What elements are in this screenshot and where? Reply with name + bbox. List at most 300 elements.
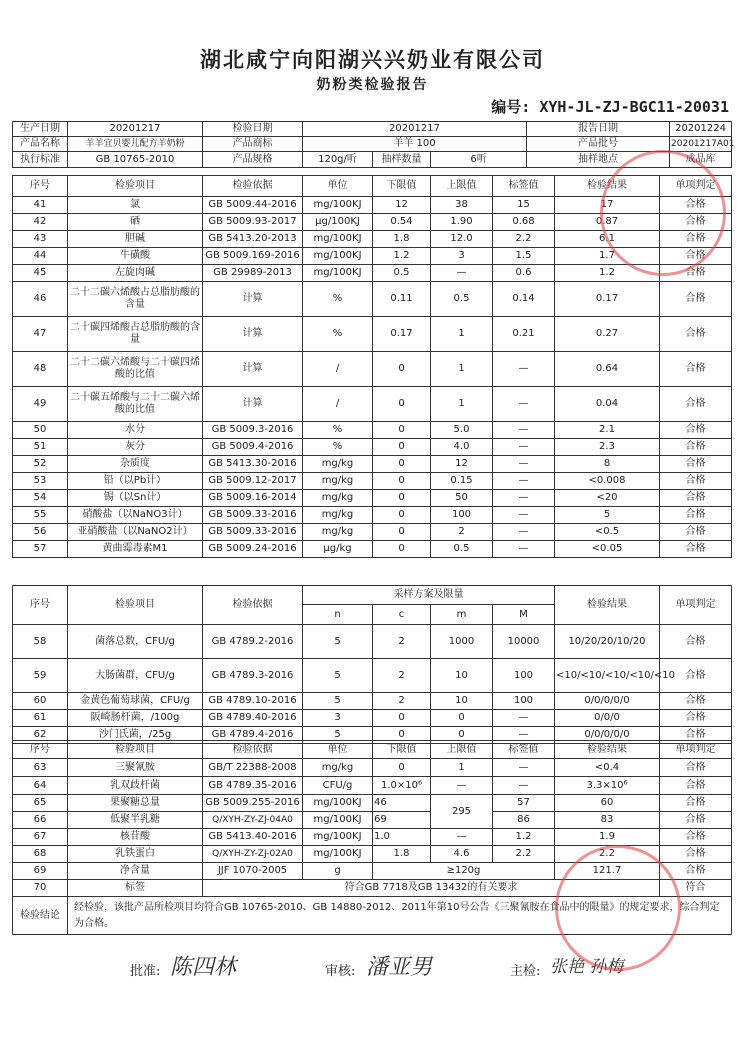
info-cell: 20201217A01 (670, 137, 732, 152)
col-header: 标签值 (493, 741, 555, 759)
cell: 2 (431, 524, 493, 541)
info-cell: 20201217 (68, 122, 203, 137)
cell: 1.7 (555, 248, 660, 265)
cell: GB 5413.40-2016 (203, 829, 303, 846)
col-header: 序号 (13, 176, 68, 197)
cell: 合格 (660, 387, 732, 422)
col-header: 单项判定 (660, 741, 732, 759)
cell: GB 5009.255-2016 (203, 795, 303, 812)
table-row (13, 317, 732, 352)
cell: 1000 (431, 625, 493, 659)
cell: 47 (13, 317, 68, 352)
cell: 低聚半乳糖 (68, 812, 203, 829)
cell: 计算 (203, 352, 303, 387)
cell: mg/kg (303, 456, 373, 473)
cell: — (493, 456, 555, 473)
cell: 42 (13, 214, 68, 231)
cell: 2.2 (555, 846, 660, 863)
cell: 1.8 (373, 231, 431, 248)
cell: 12 (431, 456, 493, 473)
table-row (13, 456, 732, 473)
cell: 乳双歧杆菌 (68, 777, 203, 795)
cell: 59 (13, 659, 68, 693)
info-cell: 成品库 (670, 152, 732, 168)
cell: mg/100KJ (303, 231, 373, 248)
cell: GB 4789.35-2016 (203, 777, 303, 795)
sub-header: M (493, 605, 555, 625)
table-row (13, 659, 732, 693)
cell: 0 (373, 490, 431, 507)
cell: % (303, 422, 373, 439)
table-row (13, 352, 732, 387)
cell: 0.54 (373, 214, 431, 231)
cell: — (431, 829, 493, 846)
cell: 1.0 (373, 829, 431, 846)
cell: <20 (555, 490, 660, 507)
cell: — (493, 710, 555, 727)
cell: 合格 (660, 625, 732, 659)
cell: 合格 (660, 829, 732, 846)
conclusion-label: 检验结论 (13, 897, 68, 935)
table-row (13, 795, 732, 812)
cell: 3 (303, 710, 373, 727)
cell: 标签 (68, 880, 203, 897)
cell: 0.6 (493, 265, 555, 282)
cell: 0.68 (493, 214, 555, 231)
cell: — (493, 490, 555, 507)
cell: 合格 (660, 439, 732, 456)
cell: 0/0/0/0/0 (555, 727, 660, 744)
cell: 杂质度 (68, 456, 203, 473)
cell: 1.2 (493, 829, 555, 846)
cell: 0 (373, 710, 431, 727)
cell: — (431, 777, 493, 795)
cell: 17 (555, 197, 660, 214)
cell: — (493, 422, 555, 439)
col-header: 检验结果 (555, 586, 660, 625)
cell: 阪崎肠杆菌，/100g (68, 710, 203, 727)
cell: 1.2 (555, 265, 660, 282)
cell: 5 (555, 507, 660, 524)
cell: 合格 (660, 248, 732, 265)
cell: GB 5009.44-2016 (203, 197, 303, 214)
cell: mg/100KJ (303, 795, 373, 812)
cell: 15 (493, 197, 555, 214)
cell: 2 (373, 693, 431, 710)
micro-table-body (13, 625, 732, 744)
col-header: 检验项目 (68, 741, 203, 759)
inspect-label: 主检: (510, 964, 541, 979)
cell: — (493, 439, 555, 456)
cell: 2.1 (555, 422, 660, 439)
cell: 38 (431, 197, 493, 214)
sub-header: c (373, 605, 431, 625)
cell: 合格 (660, 265, 732, 282)
table-row (13, 829, 732, 846)
cell: 10 (431, 659, 493, 693)
cell: mg/100KJ (303, 812, 373, 829)
cell: 50 (13, 422, 68, 439)
info-cell: 羊羊 100 (303, 137, 527, 152)
cell: 1 (431, 759, 493, 777)
cell: 69 (13, 863, 68, 880)
cell: 大肠菌群，CFU/g (68, 659, 203, 693)
cell: 0.5 (373, 265, 431, 282)
cell: 0 (373, 473, 431, 490)
col-header: 检验项目 (68, 176, 203, 197)
cell: <10/<10/<10/<10/<10 (555, 659, 660, 693)
cell: — (493, 541, 555, 558)
cell: 5.0 (431, 422, 493, 439)
info-cell: 20201217 (303, 122, 527, 137)
cell: 沙门氏菌，/25g (68, 727, 203, 744)
cell: 0.14 (493, 282, 555, 317)
cell: <0.008 (555, 473, 660, 490)
cell: mg/kg (303, 759, 373, 777)
micro-table (12, 585, 732, 744)
cell: GB 5009.33-2016 (203, 524, 303, 541)
table-row (13, 524, 732, 541)
cell: mg/100KJ (303, 248, 373, 265)
col-header: 单位 (303, 176, 373, 197)
cell: 0.27 (555, 317, 660, 352)
cell: 100 (493, 659, 555, 693)
cell: 计算 (203, 282, 303, 317)
cell: 合格 (660, 777, 732, 795)
cell: <0.05 (555, 541, 660, 558)
cell: 52 (13, 456, 68, 473)
cell: 51 (13, 439, 68, 456)
cell: — (431, 265, 493, 282)
cell: 合格 (660, 812, 732, 829)
cell: 2.2 (493, 231, 555, 248)
col-header: 上限值 (431, 741, 493, 759)
cell: 60 (555, 795, 660, 812)
table-row (13, 812, 732, 829)
cell: 0 (373, 524, 431, 541)
report-title: 奶粉类检验报告 (316, 77, 429, 93)
cell: GB 5009.93-2017 (203, 214, 303, 231)
cell: GB 4789.40-2016 (203, 710, 303, 727)
cell: 66 (13, 812, 68, 829)
cell: mg/kg (303, 524, 373, 541)
cell: GB/T 22388-2008 (203, 759, 303, 777)
cell: mg/100KJ (303, 197, 373, 214)
cell: 5 (303, 727, 373, 744)
cell: 合格 (660, 214, 732, 231)
table-row (13, 422, 732, 439)
cell: 锡（以Sn计） (68, 490, 203, 507)
cell: g (303, 863, 373, 880)
cell: 1 (431, 317, 493, 352)
inspection-stamp-bottom (555, 845, 681, 971)
cell: — (493, 352, 555, 387)
cell: 64 (13, 777, 68, 795)
cell: 68 (13, 846, 68, 863)
company-title: 湖北咸宁向阳湖兴兴奶业有限公司 (200, 48, 545, 72)
cell: 46 (373, 795, 431, 812)
cell: 55 (13, 507, 68, 524)
cell: 69 (373, 812, 431, 829)
cell: 83 (555, 812, 660, 829)
cell: GB 5009.16-2014 (203, 490, 303, 507)
cell: 核苷酸 (68, 829, 203, 846)
cell: 水分 (68, 422, 203, 439)
cell: 4.0 (431, 439, 493, 456)
table-row (13, 777, 732, 795)
cell: 295 (431, 795, 493, 829)
cell: 1.0×10⁶ (373, 777, 431, 795)
cell: 63 (13, 759, 68, 777)
cell: 54 (13, 490, 68, 507)
cell: 合格 (660, 352, 732, 387)
cell: 亚硝酸盐（以NaNO2计） (68, 524, 203, 541)
cell: GB 4789.10-2016 (203, 693, 303, 710)
cell: Q/XYH-ZY-ZJ-04A0 (203, 812, 303, 829)
cell: — (493, 759, 555, 777)
cell: 49 (13, 387, 68, 422)
info-cell: 执行标准 (13, 152, 68, 168)
table-row (13, 710, 732, 727)
cell: mg/kg (303, 490, 373, 507)
cell: 12.0 (431, 231, 493, 248)
cell: GB 29989-2013 (203, 265, 303, 282)
cell: 果聚糖总量 (68, 795, 203, 812)
cell: 0.17 (555, 282, 660, 317)
cell: 44 (13, 248, 68, 265)
cell: 0.11 (373, 282, 431, 317)
cell: 1.5 (493, 248, 555, 265)
cell: — (493, 507, 555, 524)
cell: 0/0/0/0/0 (555, 693, 660, 710)
cell: 0.5 (431, 541, 493, 558)
cell: 8 (555, 456, 660, 473)
cell: 100 (431, 507, 493, 524)
cell: 1.90 (431, 214, 493, 231)
col-header: 上限值 (431, 176, 493, 197)
cell: 二十二碳六烯酸与二十碳四烯酸的比值 (68, 352, 203, 387)
cell: 57 (13, 541, 68, 558)
cell: / (303, 352, 373, 387)
cell: 45 (13, 265, 68, 282)
cell: 10 (431, 693, 493, 710)
approve-label: 批准: (130, 964, 161, 979)
cell: GB 5413.30-2016 (203, 456, 303, 473)
cell: 46 (13, 282, 68, 317)
cell: 0 (373, 387, 431, 422)
cell: 0 (373, 422, 431, 439)
cell: 57 (493, 795, 555, 812)
cell: 100 (493, 693, 555, 710)
cell: 0 (373, 456, 431, 473)
cell: 0.04 (555, 387, 660, 422)
cell: 左旋肉碱 (68, 265, 203, 282)
cell: 1.9 (555, 829, 660, 846)
cell: — (493, 777, 555, 795)
cell: 合格 (660, 473, 732, 490)
cell: 合格 (660, 231, 732, 248)
cell: GB 4789.3-2016 (203, 659, 303, 693)
col-header: 检验结果 (555, 176, 660, 197)
cell: <0.5 (555, 524, 660, 541)
cell: 5 (303, 659, 373, 693)
cell: 金黄色葡萄球菌，CFU/g (68, 693, 203, 710)
cell: 氯 (68, 197, 203, 214)
cell: 6.1 (555, 231, 660, 248)
cell: GB 5009.3-2016 (203, 422, 303, 439)
cell: 合格 (660, 846, 732, 863)
info-cell: 产品批号 (527, 137, 670, 152)
cell: Q/XYH-ZY-ZJ-02A0 (203, 846, 303, 863)
cell: 2.3 (555, 439, 660, 456)
cell: 70 (13, 880, 68, 897)
cell: mg/kg (303, 507, 373, 524)
cell: 胆碱 (68, 231, 203, 248)
col-header: 单项判定 (660, 586, 732, 625)
cell: 二十碳四烯酸占总脂肪酸的含量 (68, 317, 203, 352)
cell: 4.6 (431, 846, 493, 863)
cell: 合格 (660, 507, 732, 524)
table-row (13, 282, 732, 317)
info-cell: 检验日期 (203, 122, 303, 137)
cell: 121.7 (555, 863, 660, 880)
info-cell: 羊羊宜贝婴儿配方羊奶粉 (68, 137, 203, 152)
cell: mg/100KJ (303, 265, 373, 282)
cell: 黄曲霉毒素M1 (68, 541, 203, 558)
cell: 二十碳五烯酸与二十二碳六烯酸的比值 (68, 387, 203, 422)
cell: 86 (493, 812, 555, 829)
review-label: 审核: (325, 964, 356, 979)
cell: 0 (373, 727, 431, 744)
cell: 合格 (660, 456, 732, 473)
cell: — (493, 727, 555, 744)
col-header: 采样方案及限量 (303, 586, 555, 605)
cell: 符合 (660, 880, 732, 897)
cell: GB 5009.4-2016 (203, 439, 303, 456)
cell: 牛磺酸 (68, 248, 203, 265)
cell: 合格 (660, 759, 732, 777)
table-row (13, 439, 732, 456)
cell: 合格 (660, 710, 732, 727)
info-cell: 产品商标 (203, 137, 303, 152)
cell: 0.21 (493, 317, 555, 352)
cell: 1 (431, 352, 493, 387)
cell: 0.64 (555, 352, 660, 387)
table-row (13, 625, 732, 659)
cell: 三聚氰胺 (68, 759, 203, 777)
cell: — (493, 387, 555, 422)
cell: <0.4 (555, 759, 660, 777)
cell: 0 (373, 352, 431, 387)
cell: % (303, 317, 373, 352)
cell: GB 5413.20-2013 (203, 231, 303, 248)
cell: 3 (431, 248, 493, 265)
col-header: 标签值 (493, 176, 555, 197)
col-header: 序号 (13, 741, 68, 759)
sub-header: m (431, 605, 493, 625)
info-cell: 抽样数量 (373, 152, 431, 168)
cell: mg/100KJ (303, 829, 373, 846)
cell: 合格 (660, 490, 732, 507)
cell: 2.2 (493, 846, 555, 863)
cell: 灰分 (68, 439, 203, 456)
cell: 合格 (660, 524, 732, 541)
cell: GB 5009.169-2016 (203, 248, 303, 265)
cell: 67 (13, 829, 68, 846)
table-row (13, 759, 732, 777)
report-number: 编号: XYH-JL-ZJ-BGC11-20031 (491, 98, 729, 116)
cell: 合格 (660, 197, 732, 214)
info-cell: 120g/听 (303, 152, 373, 168)
cell: 合格 (660, 317, 732, 352)
cell: 2 (373, 659, 431, 693)
info-cell: 报告日期 (527, 122, 670, 137)
table-row (13, 490, 732, 507)
cell: 0 (373, 541, 431, 558)
cell: GB 5009.33-2016 (203, 507, 303, 524)
cell: 硒 (68, 214, 203, 231)
cell: 58 (13, 625, 68, 659)
col-header: 检验结果 (555, 741, 660, 759)
cell: / (303, 387, 373, 422)
cell: 0 (373, 507, 431, 524)
cell: 菌落总数，CFU/g (68, 625, 203, 659)
cell: 合格 (660, 282, 732, 317)
cell: 0 (431, 710, 493, 727)
cell: 0.87 (555, 214, 660, 231)
cell: % (303, 282, 373, 317)
cell: — (493, 524, 555, 541)
cell: 10/20/20/10/20 (555, 625, 660, 659)
col-header: 单位 (303, 741, 373, 759)
cell: 10000 (493, 625, 555, 659)
table-row (13, 541, 732, 558)
cell: 1.8 (373, 846, 431, 863)
info-cell: 抽样地点 (527, 152, 670, 168)
cell: 12 (373, 197, 431, 214)
col-header: 下限值 (373, 741, 431, 759)
col-header: 单项判定 (660, 176, 732, 197)
info-cell: GB 10765-2010 (68, 152, 203, 168)
cell: GB 5009.24-2016 (203, 541, 303, 558)
cell: 硝酸盐（以NaNO3计） (68, 507, 203, 524)
cell: 2 (373, 625, 431, 659)
info-table (12, 121, 735, 168)
cell: 净含量 (68, 863, 203, 880)
cell: 48 (13, 352, 68, 387)
cell: — (493, 473, 555, 490)
cell: 0 (373, 439, 431, 456)
info-cell: 20201224 (670, 122, 732, 137)
col-header: 检验依据 (203, 176, 303, 197)
cell: 61 (13, 710, 68, 727)
cell: 合格 (660, 659, 732, 693)
cell: 铅（以Pb计） (68, 473, 203, 490)
col-header: 检验项目 (68, 586, 203, 625)
cell: 0/0/0 (555, 710, 660, 727)
cell: 合格 (660, 693, 732, 710)
info-cell: 产品规格 (203, 152, 303, 168)
cell: 53 (13, 473, 68, 490)
cell: μg/100KJ (303, 214, 373, 231)
info-cell: 产品名称 (13, 137, 68, 152)
inspect-signature: 张艳 孙梅 (550, 957, 624, 977)
cell: 符合GB 7718及GB 13432的有关要求 (203, 880, 660, 897)
info-cell: 6听 (431, 152, 527, 168)
cell: 65 (13, 795, 68, 812)
cell: GB 4789.4-2016 (203, 727, 303, 744)
cell: 3.3×10⁶ (555, 777, 660, 795)
